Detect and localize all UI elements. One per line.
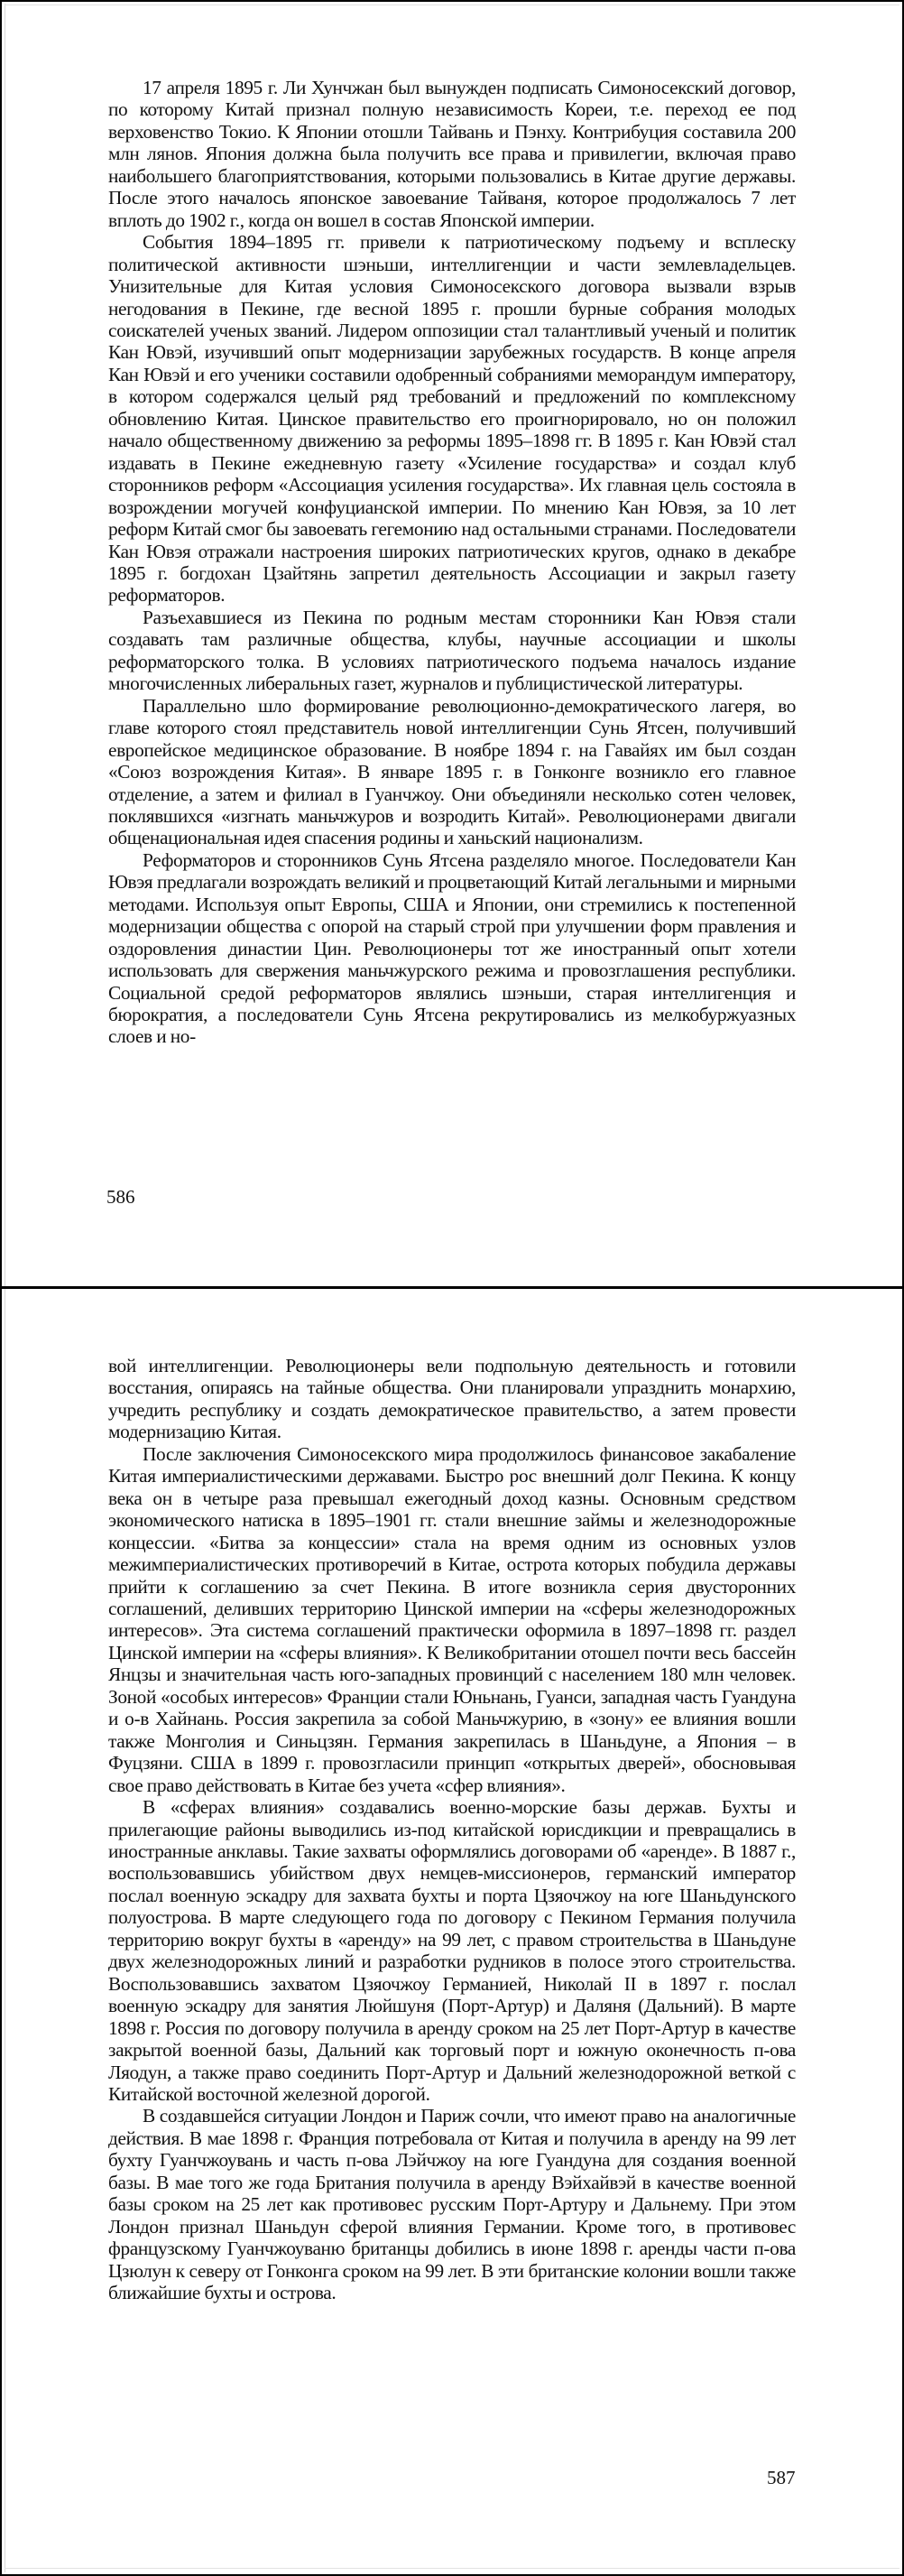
paragraph: События 1894–1895 гг. привели к патриотическому подъему и всплеску политической активности шэньши, интеллигенции и части землевладельцев. Унизительные для Китая условия Симоносекского договора вызвали взрыв негодования в Пекине, где весной 1895 г. прошли бурные собрания молодых соискателей ученых званий. Лидером оппозиции стал талантливый ученый и политик Кан Ювэй, изучивший опыт модернизации зарубежных государств. В конце апреля Кан Ювэй и его ученики составили одобренный собраниями меморандум императору, в котором содержался целый ряд требований и предложений по комплексному обновлению Китая. Цинское правительство его проигнорировало, но он положил начало общественному движению за реформы 1895–1898 гг. В 1895 г. Кан Ювэй стал издавать в Пекине ежедневную газету «Усиление государства» и создал клуб сторонников реформ «Ассоциация усиления государства». Их главная цель состояла в возрождении могучей конфуцианской империи. По мнению Кан Ювэя, за 10 лет реформ Китай смог бы завоевать гегемонию над остальными странами. Последователи Кан Ювэя отражали настроения широких патриотических кругов, однако в декабре 1895 г. богдохан Цзайтянь запретил деятельность Ассоциации и закрыл газету реформаторов. — [108, 231, 796, 607]
paragraph: Реформаторов и сторонников Сунь Ятсена разделяло многое. Последователи Кан Ювэя предлагали возрождать великий и процветающий Китай легальными и мирными методами. Используя опыт Европы, США и Японии, они стремились к постепенной модернизации общества с опорой на старый строй при улучшении форм правления и оздоровления династии Цин. Революционеры тот же иностранный опыт хотели использовать для свержения маньчжурского режима и провозглашения республики. Социальной средой реформаторов являлись шэньши, старая интеллигенция и бюрократия, а последователи Сунь Ятсена рекрутировались из мелкобуржуазных слоев и но- — [108, 848, 796, 1048]
page-body — [108, 1355, 796, 2303]
paragraph: Разъехавшиеся из Пекина по родным местам сторонники Кан Ювэя стали создавать там различные общества, клубы, научные ассоциации и школы реформаторского толка. В условиях патриотического подъема началось издание многочисленных либеральных газет, журналов и публицистической литературы. — [108, 606, 796, 695]
paragraph-continuation: вой интеллигенции. Революционеры вели подпольную деятельность и готовили восстания, опираясь на тайные общества. Они планировали упразднить монархию, учредить республику и создать демократическое правительство, а затем провести модернизацию Китая. — [108, 1355, 796, 1443]
paragraph: После заключения Симоносекского мира продолжилось финансовое закабаление Китая империалистическими державами. Быстро рос внешний долг Пекина. К концу века он в четыре раза превышал ежегодный доход казны. Основным средством экономического натиска в 1895–1901 гг. стали внешние займы и железнодорожные концессии. «Битва за концессии» стала на время одним из основных узлов межимпериалистических противоречий в Китае, острота которых побудила державы прийти к соглашению за счет Пекина. В итоге возникла серия двусторонних соглашений, деливших территорию Цинской империи на «сферы железнодорожных интересов». Эта система соглашений практически оформила в 1897–1898 гг. раздел Цинской империи на «сферы влияния». К Великобритании отошел почти весь бассейн Янцзы и значительная часть юго-западных провинций с населением 180 млн человек. Зоной «особых интересов» Франции стали Юньнань, Гуанси, западная часть Гуандуна и о-в Хайнань. Россия закрепила за собой Маньчжурию, в «зону» ее влияния вошли также Монголия и Синьцзян. Германия закрепилась в Шаньдуне, а Япония – в Фуцзяни. США в 1899 г. провозгласили принцип «открытых дверей», обосновывая свое право действовать в Китае без учета «сфер влияния». — [108, 1442, 796, 1796]
page-number: 587 — [767, 2467, 796, 2488]
paragraph: 17 апреля 1895 г. Ли Хунчжан был вынужден подписать Симоносекский договор, по которому Китай признал полную независимость Кореи, т.е. переход ее под верховенство Токио. К Японии отошли Тайвань и Пэнху. Контрибуция составила 200 млн лянов. Япония должна была получить все права и привилегии, включая право наибольшего благоприятствования, которыми пользовались в Китае другие державы. После этого началось японское завоевание Тайваня, которое продолжалось 7 лет вплоть до 1902 г., когда он вошел в состав Японской империи. — [108, 77, 796, 231]
paragraph: В создавшейся ситуации Лондон и Париж сочли, что имеют право на аналогичные действия. В мае 1898 г. Франция потребовала от Китая и получила в аренду на 99 лет бухту Гуанчжоувань и часть п-ова Лэйчжоу на юге Гуандуна для создания военной базы. В мае того же года Британия получила в аренду Вэйхайвэй в качестве военной базы сроком на 25 лет как противовес русским Порт-Артуру и Дальнему. При этом Лондон признал Шаньдун сферой влияния Германии. Кроме того, в противовес французскому Гуанчжоуваню британцы добились в июне 1898 г. аренды части п-ова Цзюлун к северу от Гонконга сроком на 99 лет. В эти британские колонии вошли также ближайшие бухты и острова. — [108, 2105, 796, 2304]
paragraph: Параллельно шло формирование революционно-демократического лагеря, во главе которого стоял представитель новой интеллигенции Сунь Ятсен, получивший европейское медицинское образование. В ноябре 1894 г. на Гавайях им был создан «Союз возрождения Китая». В январе 1895 г. в Гонконге возникло его главное отделение, а затем и филиал в Гуанчжоу. Они объединяли несколько сотен человек, поклявшихся «изгнать маньчжуров и возродить Китай». Революционерами двигали общенациональная идея спасения родины и ханьский национализм. — [108, 694, 796, 849]
book-page-587 — [0, 1289, 904, 2576]
page-number: 586 — [106, 1186, 135, 1208]
book-page-586 — [0, 0, 904, 1286]
page-body — [108, 77, 796, 1048]
paragraph: В «сферах влияния» создавались военно-морские базы держав. Бухты и прилегающие районы выводились из-под китайской юрисдикции и превращались в иностранные анклавы. Такие захваты оформлялись договорами об «аренде». В 1887 г., воспользовавшись убийством двух немцев-миссионеров, германский император послал военную эскадру для захвата бухты и порта Цзяочжоу на юге Шаньдунского полуострова. В марте следующего года по договору с Пекином Германия получила территорию вокруг бухты в «аренду» на 99 лет, с правом строительства в Шаньдуне двух железнодорожных линий и разработки рудников в полосе этого строительства. Воспользовавшись захватом Цзяочжоу Германией, Николай II в 1897 г. послал военную эскадру для занятия Люйшуня (Порт-Артур) и Даляня (Дальний). В марте 1898 г. Россия по договору получила в аренду сроком на 25 лет Порт-Артур в качестве закрытой военной базы, Дальний как торговый порт и южную оконечность п-ова Ляодун, а также право соединить Порт-Артур и Дальний железнодорожной веткой с Китайской восточной железной дорогой. — [108, 1796, 796, 2105]
